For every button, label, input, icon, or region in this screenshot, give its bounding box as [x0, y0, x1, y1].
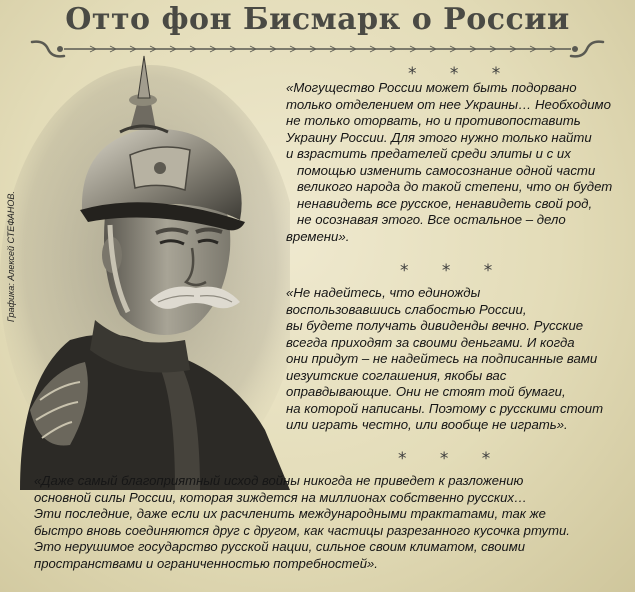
quote-line: быстро вновь соединяются друг с другом, как частицы разрезанного кусочка ртути. — [34, 522, 570, 538]
quote-line: не осознавая этого. Все остальное – дело — [286, 212, 566, 227]
quote-line: ненавидеть все русское, ненавидеть свой род, — [286, 195, 593, 211]
quote-line: «Не надейтесь, что единожды — [286, 285, 481, 300]
quote-block — [34, 473, 570, 572]
quote-line: оправдывающие. Они не стоят той бумаги, — [286, 384, 566, 399]
graphic-credit: Графика: Алексей СТЕФАНОВ. — [6, 191, 16, 322]
separator-stars: * * * — [408, 64, 515, 84]
poster-title: Отто фон Бисмарк о России — [65, 2, 570, 37]
quote-line: иезуитские соглашения, якобы вас — [286, 367, 507, 383]
quote-line: «Даже самый благоприятный исход войны никогда не приведет к разложению — [34, 473, 524, 488]
quote-line: не только оторвать, но и противопоставить — [286, 113, 581, 128]
bismarck-portrait — [0, 50, 290, 490]
quote-line: только отделением от нее Украины… Необходимо — [286, 96, 611, 112]
quote-line: пространствами и ограниченностью потребностей». — [34, 555, 378, 571]
quote-line: всегда приходят за своими деньгами. И когда — [286, 334, 575, 350]
quote-line: или играть честно, или вообще не играть». — [286, 417, 568, 432]
quote-line: помощью изменить самосознание одной части — [286, 162, 596, 178]
quote-line: времени». — [286, 228, 350, 244]
quote-line: великого народа до такой степени, что он будет — [286, 179, 613, 194]
quote-line: они придут – не надейтесь на подписанные вами — [286, 351, 598, 366]
quote-line: и взрастить предателей среди элиты и с их — [286, 146, 571, 161]
quote-line: основной силы России, которая зиждется на миллионах собственно русских… — [34, 489, 528, 505]
separator-stars: * * * — [400, 261, 507, 281]
separator-stars: * * * — [398, 449, 505, 469]
quote-line: Эти последние, даже если их расчленить международными трактатами, так же — [34, 506, 546, 521]
quote-line: воспользовавшись слабостью России, — [286, 301, 527, 317]
quote-line: на которой написаны. Поэтому с русскими стоит — [286, 400, 604, 416]
quote-line: Украину России. Для этого нужно только найти — [286, 129, 592, 145]
quote-line: вы будете получать дивиденды вечно. Русские — [286, 318, 584, 333]
quote-line: «Могущество России может быть подорвано — [286, 80, 577, 95]
quote-block — [286, 285, 603, 434]
quote-block — [286, 80, 612, 245]
quote-line: Это нерушимое государство русской нации, сильное своим климатом, своими — [34, 539, 526, 554]
